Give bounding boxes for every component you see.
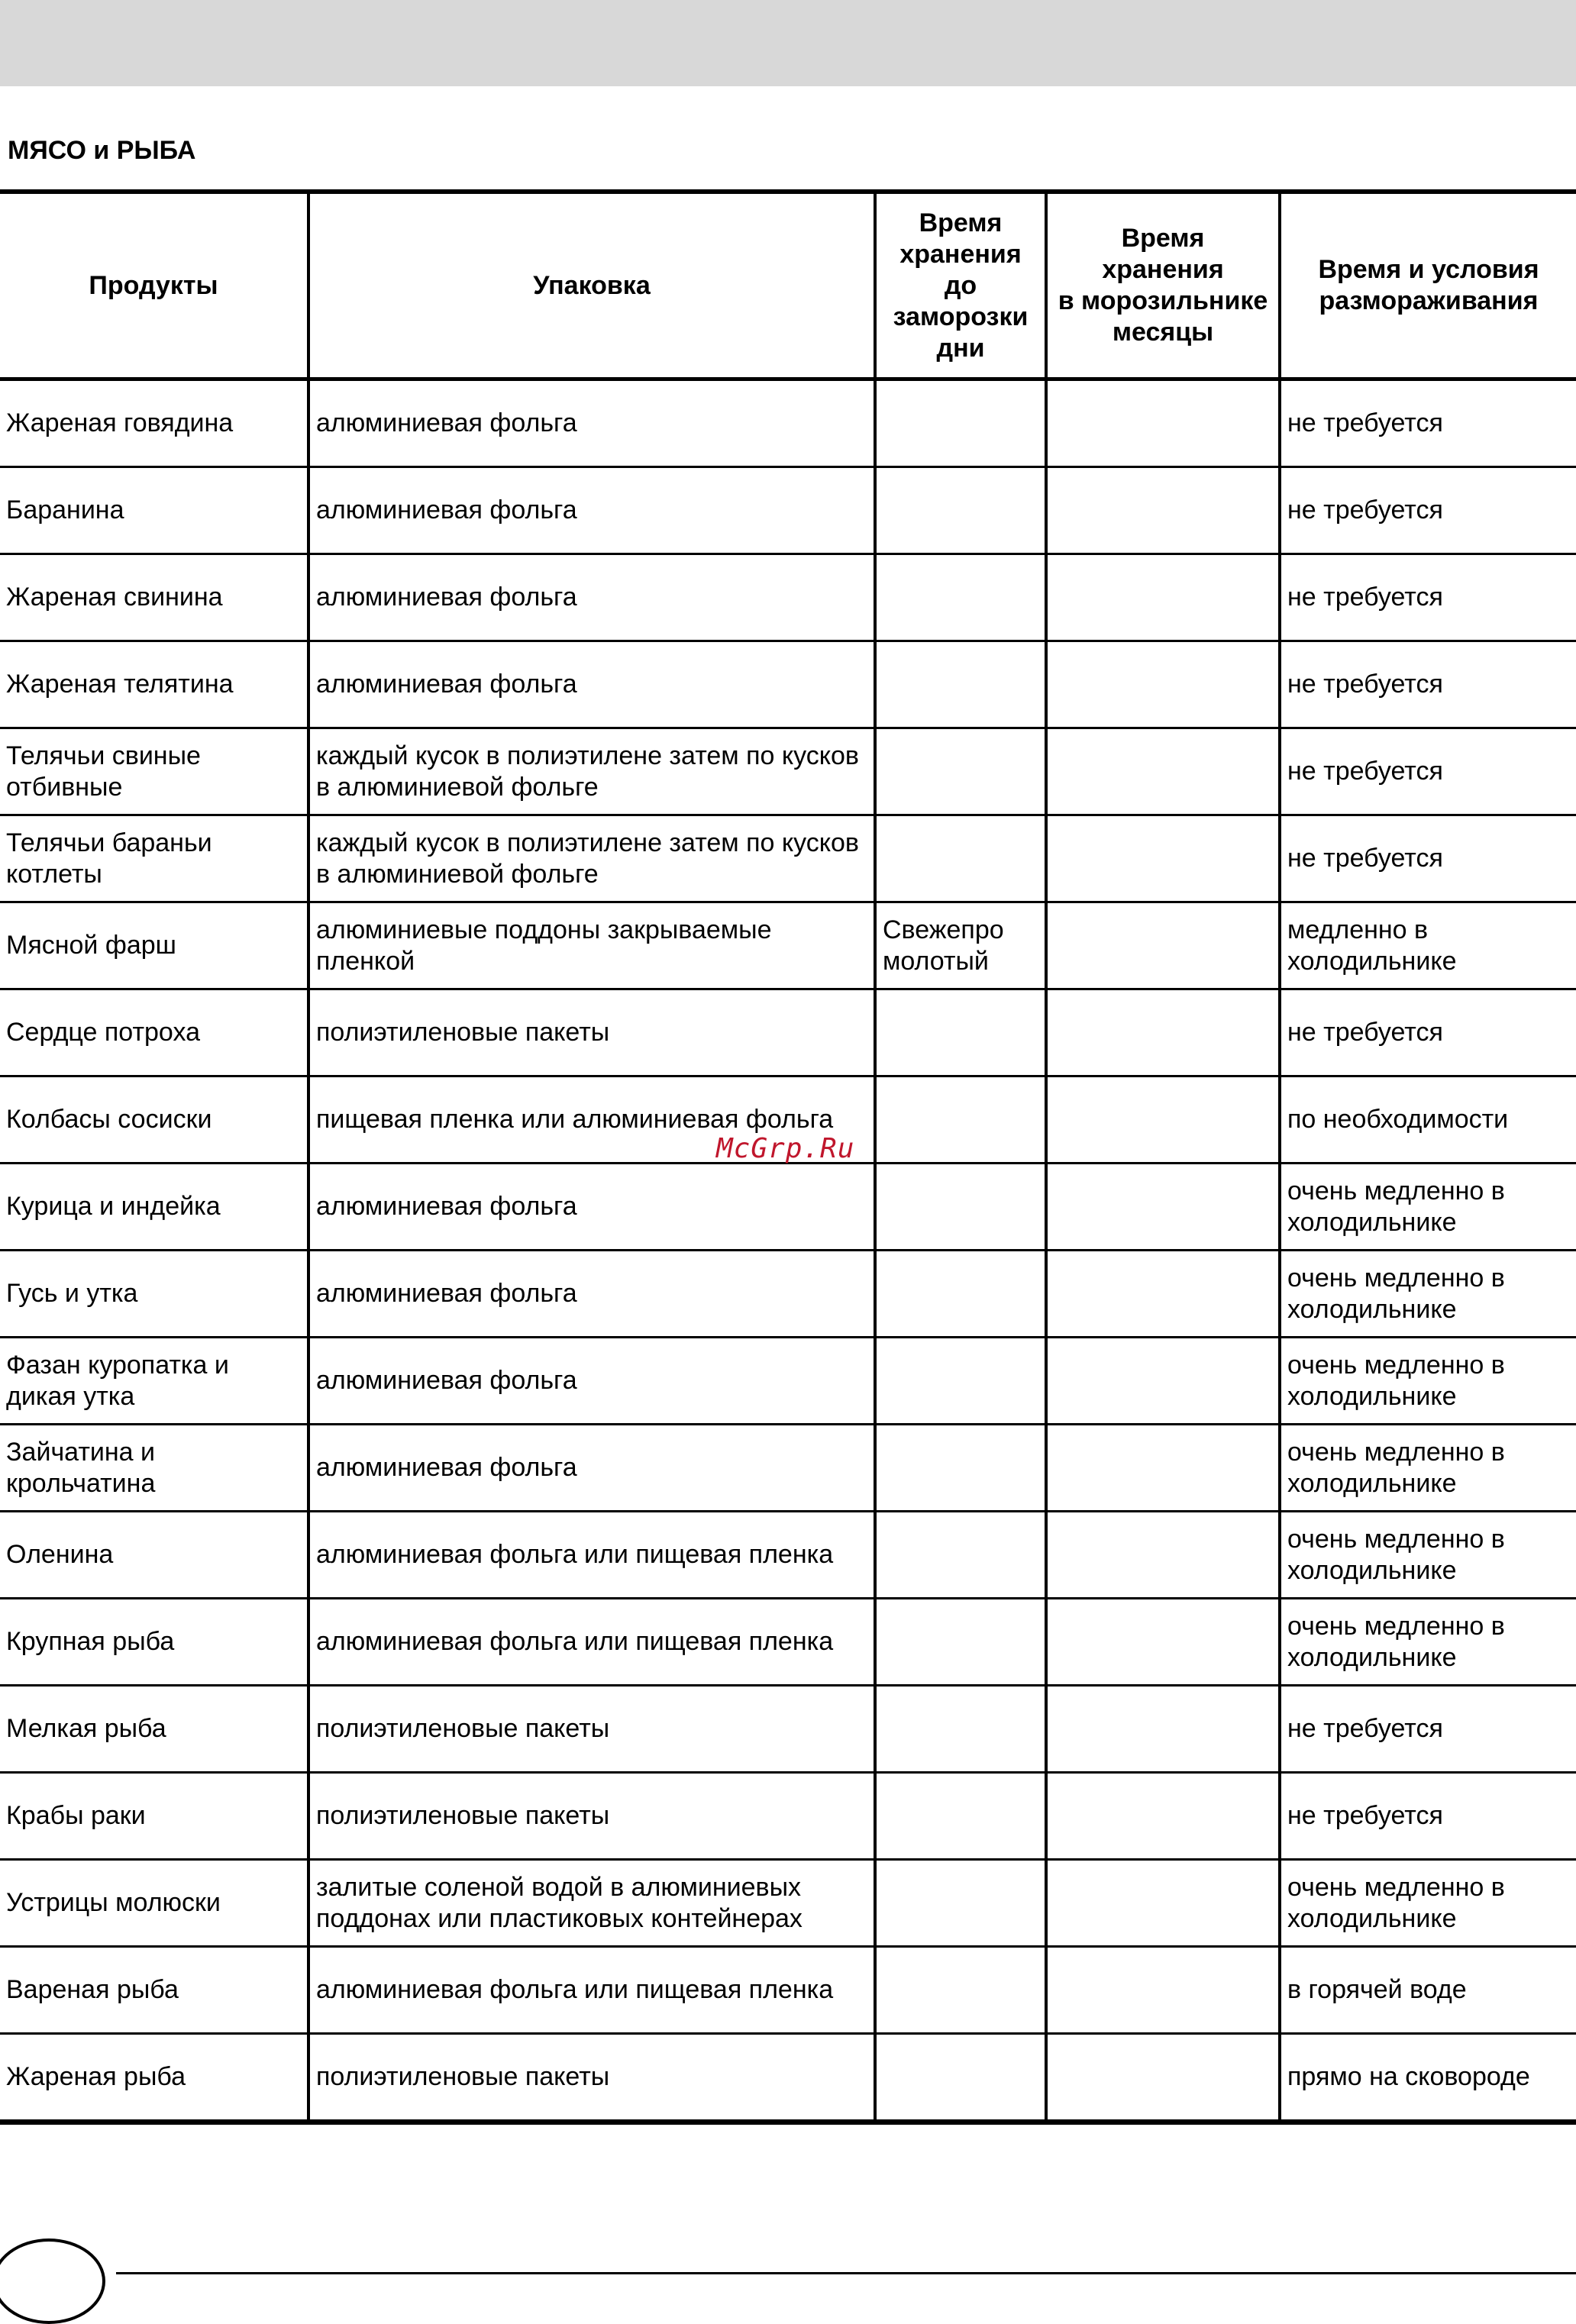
cell-days-before-freezing: Свежепро молотый xyxy=(875,902,1046,989)
table-row xyxy=(0,989,1576,1076)
cell-months-in-freezer xyxy=(1046,1251,1280,1338)
cell-thawing: очень медленно в холодильнике xyxy=(1280,1599,1576,1686)
table-row xyxy=(0,1251,1576,1338)
table-row xyxy=(0,1425,1576,1512)
cell-thawing: очень медленно в холодильнике xyxy=(1280,1251,1576,1338)
cell-days-before-freezing xyxy=(875,1076,1046,1164)
section-title: МЯСО и РЫБА xyxy=(8,136,196,165)
cell-months-in-freezer xyxy=(1046,1338,1280,1425)
cell-thawing: не требуется xyxy=(1280,641,1576,728)
table-row xyxy=(0,1773,1576,1860)
cell-days-before-freezing xyxy=(875,467,1046,554)
cell-days-before-freezing xyxy=(875,1512,1046,1599)
cell-months-in-freezer xyxy=(1046,1425,1280,1512)
cell-product: Фазан куропатка и дикая утка xyxy=(0,1338,308,1425)
cell-days-before-freezing xyxy=(875,728,1046,815)
table-body xyxy=(0,379,1576,2122)
cell-thawing: не требуется xyxy=(1280,728,1576,815)
cell-thawing: не требуется xyxy=(1280,1773,1576,1860)
table-header-row xyxy=(0,192,1576,379)
header-packaging: Упаковка xyxy=(308,192,875,379)
cell-days-before-freezing xyxy=(875,815,1046,902)
footer-rule xyxy=(116,2272,1576,2274)
table-row xyxy=(0,815,1576,902)
cell-days-before-freezing xyxy=(875,1251,1046,1338)
cell-product: Жареная телятина xyxy=(0,641,308,728)
cell-months-in-freezer xyxy=(1046,989,1280,1076)
header-line: месяцы xyxy=(1112,318,1214,347)
cell-packaging: каждый кусок в полиэтилене затем по кусков в алюминиевой фольге xyxy=(308,728,875,815)
header-line: в морозильнике xyxy=(1058,286,1268,315)
cell-thawing: медленно в холодильнике xyxy=(1280,902,1576,989)
header-days-before-freezing xyxy=(875,192,1046,379)
cell-days-before-freezing xyxy=(875,2034,1046,2122)
table-row xyxy=(0,641,1576,728)
cell-months-in-freezer xyxy=(1046,1164,1280,1251)
cell-product: Устрицы молюски xyxy=(0,1860,308,1947)
cell-thawing: не требуется xyxy=(1280,1686,1576,1773)
cell-packaging: алюминиевая фольга xyxy=(308,1338,875,1425)
cell-product: Курица и индейка xyxy=(0,1164,308,1251)
cell-days-before-freezing xyxy=(875,1599,1046,1686)
table-row xyxy=(0,902,1576,989)
cell-product: Жареная говядина xyxy=(0,379,308,467)
header-line: дни xyxy=(936,333,985,363)
cell-packaging: полиэтиленовые пакеты xyxy=(308,1773,875,1860)
cell-packaging: алюминиевая фольга или пищевая пленка xyxy=(308,1599,875,1686)
cell-days-before-freezing xyxy=(875,989,1046,1076)
header-line: Время и условия xyxy=(1318,255,1539,284)
header-line: Время xyxy=(1121,224,1205,253)
table-row xyxy=(0,554,1576,641)
table-row xyxy=(0,1164,1576,1251)
table-row xyxy=(0,1338,1576,1425)
header-line: хранения xyxy=(899,239,1022,269)
cell-days-before-freezing xyxy=(875,1338,1046,1425)
cell-months-in-freezer xyxy=(1046,1860,1280,1947)
cell-months-in-freezer xyxy=(1046,467,1280,554)
table-row xyxy=(0,728,1576,815)
cell-months-in-freezer xyxy=(1046,1947,1280,2034)
cell-days-before-freezing xyxy=(875,1860,1046,1947)
cell-packaging: полиэтиленовые пакеты xyxy=(308,2034,875,2122)
cell-product: Зайчатина и крольчатина xyxy=(0,1425,308,1512)
cell-months-in-freezer xyxy=(1046,815,1280,902)
cell-thawing: очень медленно в холодильнике xyxy=(1280,1860,1576,1947)
cell-packaging: алюминиевая фольга xyxy=(308,379,875,467)
cell-thawing: в горячей воде xyxy=(1280,1947,1576,2034)
cell-months-in-freezer xyxy=(1046,902,1280,989)
table-row xyxy=(0,1947,1576,2034)
table-row xyxy=(0,1860,1576,1947)
cell-product: Крабы раки xyxy=(0,1773,308,1860)
table-row xyxy=(0,379,1576,467)
cell-product: Гусь и утка xyxy=(0,1251,308,1338)
page-number-circle xyxy=(0,2238,105,2324)
header-thawing xyxy=(1280,192,1576,379)
cell-thawing: очень медленно в холодильнике xyxy=(1280,1338,1576,1425)
cell-thawing: очень медленно в холодильнике xyxy=(1280,1512,1576,1599)
cell-product: Оленина xyxy=(0,1512,308,1599)
header-products: Продукты xyxy=(0,192,308,379)
cell-packaging: алюминиевая фольга xyxy=(308,554,875,641)
cell-packaging: алюминиевая фольга xyxy=(308,641,875,728)
cell-days-before-freezing xyxy=(875,1164,1046,1251)
cell-packaging: алюминиевые поддоны закрываемые пленкой xyxy=(308,902,875,989)
cell-packaging: алюминиевая фольга xyxy=(308,1164,875,1251)
table-row xyxy=(0,1686,1576,1773)
cell-product: Сердце потроха xyxy=(0,989,308,1076)
cell-thawing: очень медленно в холодильнике xyxy=(1280,1164,1576,1251)
table-row xyxy=(0,1512,1576,1599)
cell-months-in-freezer xyxy=(1046,2034,1280,2122)
cell-months-in-freezer xyxy=(1046,728,1280,815)
cell-product: Баранина xyxy=(0,467,308,554)
table-row xyxy=(0,467,1576,554)
cell-months-in-freezer xyxy=(1046,1076,1280,1164)
cell-thawing: не требуется xyxy=(1280,379,1576,467)
cell-product: Телячьи бараньи котлеты xyxy=(0,815,308,902)
cell-thawing: не требуется xyxy=(1280,989,1576,1076)
cell-product: Крупная рыба xyxy=(0,1599,308,1686)
cell-days-before-freezing xyxy=(875,1947,1046,2034)
cell-packaging: алюминиевая фольга или пищевая пленка xyxy=(308,1512,875,1599)
cell-thawing: не требуется xyxy=(1280,467,1576,554)
cell-months-in-freezer xyxy=(1046,554,1280,641)
cell-thawing: не требуется xyxy=(1280,815,1576,902)
cell-product: Жареная свинина xyxy=(0,554,308,641)
cell-days-before-freezing xyxy=(875,1425,1046,1512)
cell-months-in-freezer xyxy=(1046,1599,1280,1686)
table-row xyxy=(0,2034,1576,2122)
cell-packaging: полиэтиленовые пакеты xyxy=(308,1686,875,1773)
cell-packaging: алюминиевая фольга xyxy=(308,1425,875,1512)
header-line: Время xyxy=(919,208,1003,237)
header-line: до xyxy=(944,270,977,300)
watermark-text: McGrp.Ru xyxy=(716,1133,855,1164)
header-months-in-freezer xyxy=(1046,192,1280,379)
cell-packaging: полиэтиленовые пакеты xyxy=(308,989,875,1076)
cell-days-before-freezing xyxy=(875,641,1046,728)
header-line: размораживания xyxy=(1319,286,1539,315)
cell-packaging: алюминиевая фольга xyxy=(308,1251,875,1338)
cell-days-before-freezing xyxy=(875,379,1046,467)
cell-months-in-freezer xyxy=(1046,1512,1280,1599)
cell-thawing: прямо на сковороде xyxy=(1280,2034,1576,2122)
cell-product: Мелкая рыба xyxy=(0,1686,308,1773)
cell-thawing: не требуется xyxy=(1280,554,1576,641)
cell-product: Мясной фарш xyxy=(0,902,308,989)
cell-packaging: пищевая пленка или алюминиевая фольга xyxy=(308,1076,875,1164)
cell-months-in-freezer xyxy=(1046,1686,1280,1773)
cell-product: Колбасы сосиски xyxy=(0,1076,308,1164)
cell-days-before-freezing xyxy=(875,554,1046,641)
cell-packaging: алюминиевая фольга xyxy=(308,467,875,554)
header-line: заморозки xyxy=(893,302,1029,331)
header-line: хранения xyxy=(1102,255,1224,284)
cell-thawing: очень медленно в холодильнике xyxy=(1280,1425,1576,1512)
cell-days-before-freezing xyxy=(875,1686,1046,1773)
table-row xyxy=(0,1599,1576,1686)
cell-months-in-freezer xyxy=(1046,1773,1280,1860)
cell-thawing: по необходимости xyxy=(1280,1076,1576,1164)
cell-packaging: каждый кусок в полиэтилене затем по кусков в алюминиевой фольге xyxy=(308,815,875,902)
cell-product: Жареная рыба xyxy=(0,2034,308,2122)
cell-days-before-freezing xyxy=(875,1773,1046,1860)
top-gray-band xyxy=(0,0,1576,86)
cell-product: Телячьи свиные отбивные xyxy=(0,728,308,815)
cell-months-in-freezer xyxy=(1046,641,1280,728)
cell-packaging: алюминиевая фольга или пищевая пленка xyxy=(308,1947,875,2034)
cell-packaging: залитые соленой водой в алюминиевых поддонах или пластиковых контейнерах xyxy=(308,1860,875,1947)
cell-product: Вареная рыба xyxy=(0,1947,308,2034)
cell-months-in-freezer xyxy=(1046,379,1280,467)
